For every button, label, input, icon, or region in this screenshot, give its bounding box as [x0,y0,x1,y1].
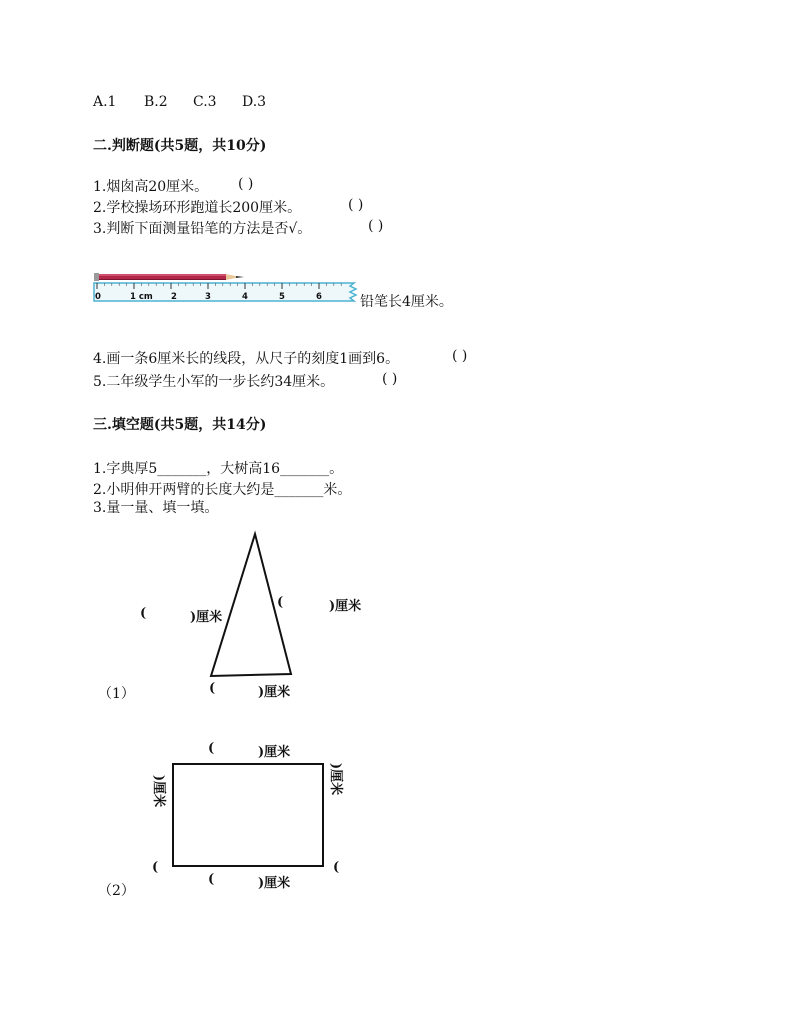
rect-bottom-unit: )厘米 [258,876,291,891]
judge-question-1: 1.烟囱高20厘米。 [93,179,209,195]
judge-question-3: 3.判断下面测量铅笔的方法是否√。 [93,221,312,237]
rectangle-figure [170,762,326,868]
option-c: C.3 [193,94,217,110]
rect-left-open[interactable]: ( [152,860,159,875]
triangle-left-unit: )厘米 [190,610,223,625]
option-a: A.1 [93,94,117,110]
triangle-bottom-open[interactable]: ( [209,681,216,696]
section-3-title: 三.填空题(共5题，共14分) [93,417,267,433]
ruler-tick-5: 5 [279,292,285,302]
answer-blank-4[interactable]: ( ) [452,348,468,364]
judge-question-2: 2.学校操场环形跑道长200厘米。 [93,200,302,216]
fill-question-2: 2.小明伸开两臂的长度大约是_______米。 [93,482,352,498]
ruler-pencil-figure [92,270,364,310]
rect-top-unit: )厘米 [258,745,291,760]
rect-top-open[interactable]: ( [208,741,215,756]
option-b: B.2 [144,94,168,110]
answer-blank-2[interactable]: ( ) [348,197,364,213]
ruler-tick-4: 4 [242,292,248,302]
rect-right-open[interactable]: ( [333,860,340,875]
triangle-left-open[interactable]: ( [140,606,147,621]
answer-blank-3[interactable]: ( ) [368,218,384,234]
pencil-icon [94,273,244,281]
rect-left-unit: )厘米 [151,775,166,808]
option-d: D.3 [242,94,267,110]
ruler-tick-1: 1 cm [130,292,153,302]
answer-blank-1[interactable]: ( ) [238,176,254,192]
triangle-right-open[interactable]: ( [277,595,284,610]
triangle-right-unit: )厘米 [329,599,362,614]
ruler-tick-3: 3 [205,292,211,302]
ruler-icon [94,283,356,302]
figure-2-label: （2） [98,883,135,899]
rect-right-unit: )厘米 [328,763,343,796]
rect-bottom-open[interactable]: ( [208,872,215,887]
figure-1-label: （1） [98,686,135,702]
fill-question-3: 3.量一量、填一填。 [93,500,219,516]
ruler-tick-2: 2 [171,292,177,302]
ruler-tick-0: 0 [95,292,101,302]
judge-question-5: 5.二年级学生小军的一步长约34厘米。 [93,374,335,390]
triangle-bottom-unit: )厘米 [258,685,291,700]
section-2-title: 二.判断题(共5题，共10分) [93,138,267,154]
ruler-caption: 铅笔长4厘米。 [360,294,453,310]
fill-question-1: 1.字典厚5_______，大树高16_______。 [93,461,344,477]
ruler-tick-6: 6 [316,292,322,302]
answer-blank-5[interactable]: ( ) [382,371,398,387]
judge-question-4: 4.画一条6厘米长的线段，从尺子的刻度1画到6。 [93,351,400,367]
